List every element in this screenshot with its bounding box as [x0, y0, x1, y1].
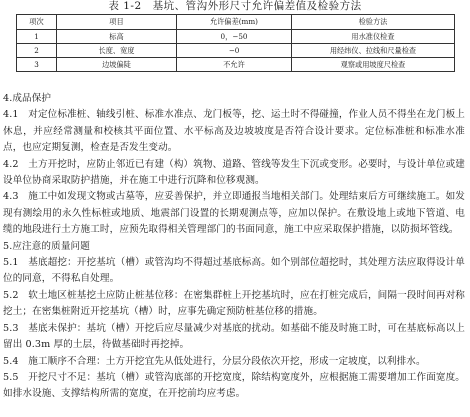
- cell-no: 1: [17, 30, 57, 44]
- paragraph-5-1: 5.1 基底超挖：开挖基坑（槽）或管沟均不得超过基底标高。如个别部位超挖时，其处理方法应取得设计单位的同意，不得私自处理。: [3, 257, 465, 285]
- cell-no: 2: [17, 44, 57, 58]
- body-text: [3, 91, 465, 403]
- header-item-no: 项次: [17, 15, 57, 30]
- paragraph-4-3: 4.3 施工中如发现文物或古墓等，应妥善保护，并立即通报当地相关部门。处理结束后方可继续施工。如发现有测绘用的永久性标桩或地质、地震部门设置的长期观测点等，应加以保护。在敷设地上或地下管道、电缆的地段进行土方施工时，应预先取得相关管理部门的书面同意，施工中应采取保护措施，以防损坏管线。: [3, 191, 465, 236]
- paragraph-5-5: 5.5 开挖尺寸不足：基坑（槽）或管沟底部的开挖宽度，除结构宽度外，应根据施工需要增加工作面宽度。如排水设施、支撑结构所需的宽度，在开挖前均应考虑。: [3, 371, 465, 400]
- tolerance-table: [16, 14, 455, 72]
- table-header-row: [17, 15, 455, 30]
- table-row: [17, 44, 455, 58]
- section-heading-5: 5.应注意的质量问题: [3, 240, 90, 252]
- paragraph-5-4: 5.4 施工顺序不合理：土方开挖宜先从低处进行，分层分段依次开挖，形成一定坡度，以利排水。: [3, 355, 426, 367]
- cell-tolerance: −0: [177, 44, 292, 58]
- table-row: [17, 58, 455, 72]
- paragraph-5-3: 5.3 基底未保护：基坑（槽）开挖后应尽量减少对基底的扰动。如基础不能及时施工时，可在基底标高以上留出 0.3m 厚的土层，待做基础时再挖掉。: [3, 322, 465, 351]
- cell-item: 长度、宽度: [57, 44, 177, 58]
- cell-tolerance: 不允许: [177, 58, 292, 72]
- cell-no: 3: [17, 58, 57, 72]
- section-heading-4: 4.成品保护: [3, 93, 52, 104]
- cell-tolerance: 0，−50: [177, 30, 292, 44]
- header-tolerance: 允许偏差(mm): [177, 15, 292, 30]
- header-item: 项目: [57, 15, 177, 30]
- paragraph-4-2: 4.2 土方开挖时，应防止邻近已有建（构）筑物、道路、管线等发生下沉或变形。必要时，与设计单位或建设单位协商采取防护措施，并在施工中进行沉降和位移观测。: [3, 158, 465, 187]
- table-title: 表 1-2 基坑、管沟外形尺寸允许偏差值及检验方法: [108, 0, 362, 12]
- header-method: 检验方法: [292, 15, 455, 30]
- cell-method: 用水准仪检查: [292, 30, 455, 44]
- cell-item: 标高: [57, 30, 177, 44]
- paragraph-5-2: 5.2 软土地区桩基挖土应防止桩基位移：在密集群桩上开挖基坑时，应在打桩完成后，间隔一段时间再对称挖土；在密集桩附近开挖基坑（槽）时，应事先确定预防桩基位移的措施。: [3, 289, 465, 318]
- paragraph-4-1: 4.1 对定位标准桩、轴线引桩、标准水准点、龙门板等，挖、运土时不得碰撞，作业人员不得坐在龙门板上休息，并应经常测量和校核其平面位置、水平标高及边坡坡度是否符合设计要求。定位标准桩和标准水准点，也应定期复测，检查是否发生变动。: [3, 109, 465, 154]
- cell-item: 边坡偏陡: [57, 58, 177, 72]
- cell-method: 用经纬仪、拉线和尺量检查: [292, 44, 455, 58]
- table-row: [17, 30, 455, 44]
- cell-method: 观察或用坡度尺检查: [292, 58, 455, 72]
